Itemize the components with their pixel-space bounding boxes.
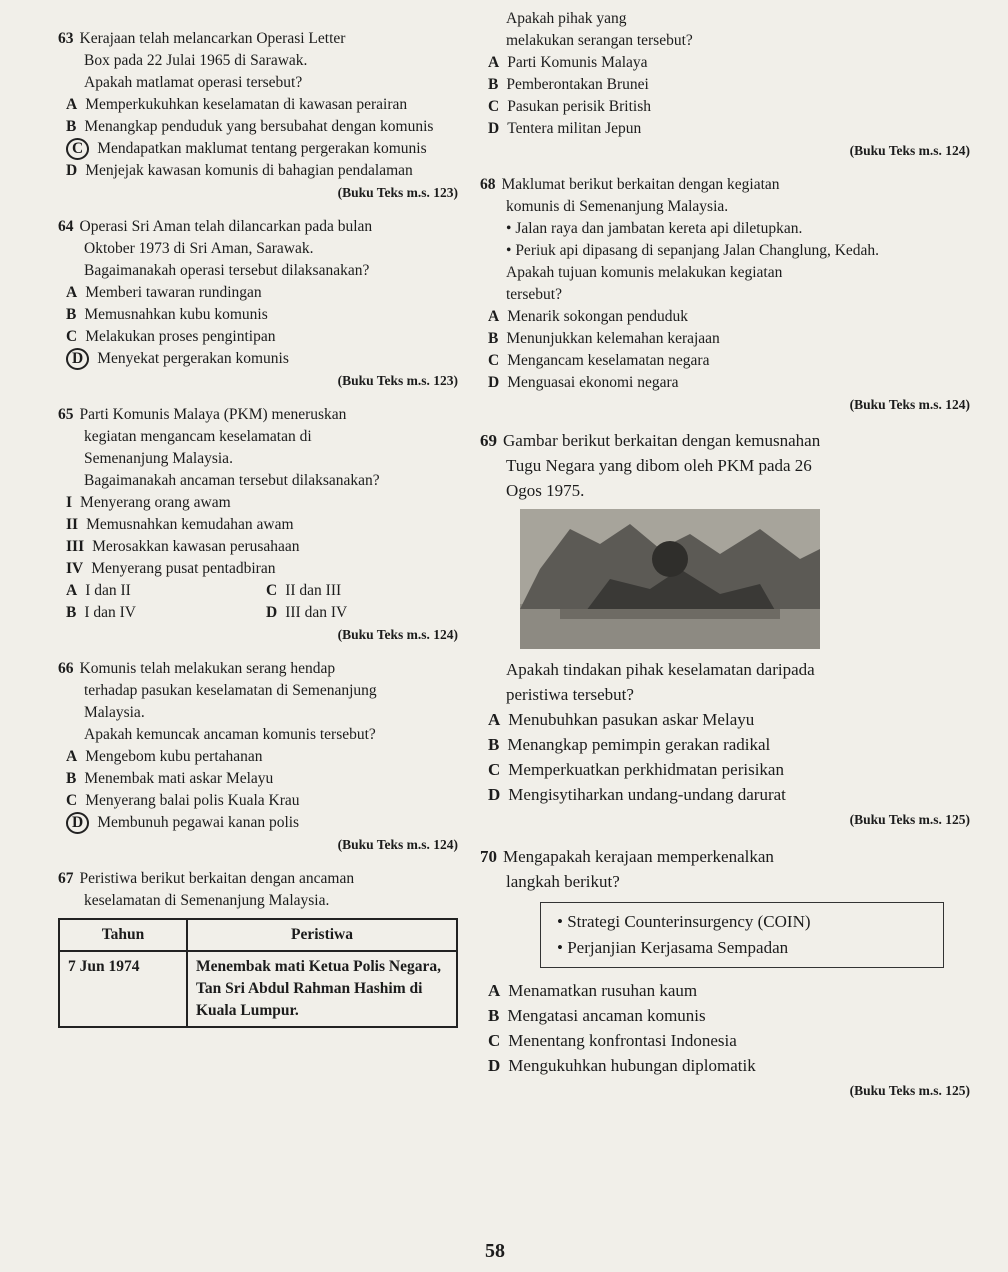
statement-ii: II Memusnahkan kemudahan awam: [66, 516, 294, 533]
question-stem: peristiwa tersebut?: [506, 685, 634, 704]
statement-iii: III Merosakkan kawasan perusahaan: [66, 538, 300, 555]
option-a[interactable]: A Memberi tawaran rundingan: [66, 284, 262, 301]
option-a[interactable]: A Menamatkan rusuhan kaum: [488, 981, 698, 1000]
option-d[interactable]: D Tentera militan Jepun: [488, 120, 642, 137]
option-d[interactable]: D Menjejak kawasan komunis di bahagian pendalaman: [66, 162, 413, 179]
question-66: [58, 658, 458, 856]
bullet-item: • Jalan raya dan jambatan kereta api diletupkan.: [506, 220, 803, 237]
circled-answer: D: [66, 348, 89, 370]
circled-answer: C: [66, 138, 89, 160]
question-stem: Kerajaan telah melancarkan Operasi Letter: [79, 30, 346, 47]
question-stem: Gambar berikut berkaitan dengan kemusnahan: [503, 431, 821, 450]
page-number: 58: [485, 1240, 505, 1262]
textbook-reference: (Buku Teks m.s. 124): [849, 397, 970, 412]
question-67: [58, 868, 458, 1028]
table-row: [59, 951, 457, 1027]
question-stem: komunis di Semenanjung Malaysia.: [506, 198, 729, 215]
question-stem: Apakah kemuncak ancaman komunis tersebut?: [84, 726, 376, 743]
option-a[interactable]: A Menubuhkan pasukan askar Melayu: [488, 710, 755, 729]
option-b[interactable]: B Mengatasi ancaman komunis: [488, 1006, 706, 1025]
question-stem: Malaysia.: [84, 704, 145, 721]
question-stem: terhadap pasukan keselamatan di Semenanjung: [84, 682, 377, 699]
bullet-item: • Strategi Counterinsurgency (COIN): [557, 912, 811, 931]
bullet-item: • Perjanjian Kerjasama Sempadan: [557, 938, 789, 957]
question-number: 70: [480, 847, 497, 866]
option-b[interactable]: B Memusnahkan kubu komunis: [66, 306, 268, 323]
option-a[interactable]: A Memperkukuhkan keselamatan di kawasan perairan: [66, 96, 408, 113]
textbook-reference: (Buku Teks m.s. 125): [849, 1083, 970, 1098]
question-62-continued: [480, 8, 970, 162]
question-stem: Oktober 1973 di Sri Aman, Sarawak.: [84, 240, 314, 257]
question-number: 67: [58, 870, 74, 887]
question-number: 69: [480, 431, 497, 450]
question-stem: Operasi Sri Aman telah dilancarkan pada bulan: [79, 218, 373, 235]
question-stem: kegiatan mengancam keselamatan di: [84, 428, 312, 445]
question-65: [58, 404, 458, 646]
left-column: [58, 28, 458, 1040]
textbook-reference: (Buku Teks m.s. 124): [849, 143, 970, 158]
option-d[interactable]: D III dan IV: [266, 604, 348, 621]
option-c[interactable]: C Pasukan perisik British: [488, 98, 652, 115]
option-d[interactable]: D Mengisytiharkan undang-undang darurat: [488, 785, 786, 804]
question-68: [480, 174, 970, 416]
question-number: 66: [58, 660, 74, 677]
question-69: [480, 428, 970, 832]
question-stem: Ogos 1975.: [506, 481, 585, 500]
circled-answer: D: [66, 812, 89, 834]
question-stem: tersebut?: [506, 286, 562, 303]
option-b[interactable]: B I dan IV: [66, 604, 136, 621]
option-b[interactable]: B Menunjukkan kelemahan kerajaan: [488, 330, 720, 347]
option-b[interactable]: B Menangkap penduduk yang bersubahat dengan komunis: [66, 118, 434, 135]
question-stem: melakukan serangan tersebut?: [506, 32, 693, 49]
textbook-reference: (Buku Teks m.s. 125): [849, 812, 970, 827]
question-stem: Apakah tindakan pihak keselamatan daripada: [506, 660, 815, 679]
question-stem: Apakah pihak yang: [506, 10, 627, 27]
textbook-reference: (Buku Teks m.s. 123): [337, 185, 458, 200]
question-number: 64: [58, 218, 74, 235]
question-stem: Peristiwa berikut berkaitan dengan ancaman: [79, 870, 355, 887]
option-c[interactable]: C Melakukan proses pengintipan: [66, 328, 276, 345]
question-number: 63: [58, 30, 74, 47]
question-70: [480, 844, 970, 1103]
question-stem: Tugu Negara yang dibom oleh PKM pada 26: [506, 456, 812, 475]
option-a[interactable]: A Parti Komunis Malaya: [488, 54, 648, 71]
option-c[interactable]: C Menyerang balai polis Kuala Krau: [66, 792, 300, 809]
question-stem: Maklumat berikut berkaitan dengan kegiatan: [501, 176, 780, 193]
table-header-event: Peristiwa: [187, 919, 457, 951]
option-b[interactable]: B Pemberontakan Brunei: [488, 76, 649, 93]
question-number: 68: [480, 176, 496, 193]
option-a[interactable]: A Menarik sokongan penduduk: [488, 308, 689, 325]
option-c[interactable]: C Memperkuatkan perkhidmatan perisikan: [488, 760, 784, 779]
bullet-item: • Periuk api dipasang di sepanjang Jalan Changlung, Kedah.: [506, 242, 880, 259]
question-stem: Apakah matlamat operasi tersebut?: [84, 74, 303, 91]
question-stem: Box pada 22 Julai 1965 di Sarawak.: [84, 52, 308, 69]
option-d[interactable]: D Membunuh pegawai kanan polis: [58, 812, 458, 834]
table-cell-event: Menembak mati Ketua Polis Negara, Tan Sri Abdul Rahman Hashim di Kuala Lumpur.: [187, 951, 457, 1027]
table-header-year: Tahun: [59, 919, 187, 951]
option-d[interactable]: D Mengukuhkan hubungan diplomatik: [488, 1056, 756, 1075]
option-b[interactable]: B Menembak mati askar Melayu: [66, 770, 274, 787]
question-number: 65: [58, 406, 74, 423]
option-b[interactable]: B Menangkap pemimpin gerakan radikal: [488, 735, 771, 754]
textbook-reference: (Buku Teks m.s. 123): [337, 373, 458, 388]
tugu-negara-photo: [520, 509, 820, 649]
photo-illustration: [520, 509, 820, 649]
question-stem: Komunis telah melakukan serang hendap: [79, 660, 336, 677]
statement-iv: IV Menyerang pusat pentadbiran: [66, 560, 276, 577]
option-c[interactable]: C II dan III: [266, 582, 342, 599]
option-c[interactable]: C Mengancam keselamatan negara: [488, 352, 710, 369]
events-table: [58, 918, 458, 1028]
table-cell-year: 7 Jun 1974: [59, 951, 187, 1027]
question-stem: langkah berikut?: [506, 872, 620, 891]
option-d[interactable]: D Menyekat pergerakan komunis: [58, 348, 458, 370]
option-a[interactable]: A I dan II: [66, 582, 131, 599]
question-stem: Semenanjung Malaysia.: [84, 450, 233, 467]
measures-box: [540, 902, 944, 968]
question-stem: Bagaimanakah operasi tersebut dilaksanakan?: [84, 262, 370, 279]
textbook-reference: (Buku Teks m.s. 124): [337, 627, 458, 642]
textbook-reference: (Buku Teks m.s. 124): [337, 837, 458, 852]
option-d[interactable]: D Menguasai ekonomi negara: [488, 374, 679, 391]
option-a[interactable]: A Mengebom kubu pertahanan: [66, 748, 263, 765]
question-stem: Mengapakah kerajaan memperkenalkan: [503, 847, 774, 866]
statement-i: I Menyerang orang awam: [66, 494, 231, 511]
question-stem: Apakah tujuan komunis melakukan kegiatan: [506, 264, 783, 281]
question-64: [58, 216, 458, 392]
option-c[interactable]: C Mendapatkan maklumat tentang pergerakan komunis: [58, 138, 458, 160]
question-stem: keselamatan di Semenanjung Malaysia.: [84, 892, 330, 909]
question-stem: Parti Komunis Malaya (PKM) meneruskan: [79, 406, 347, 423]
question-63: [58, 28, 458, 204]
option-c[interactable]: C Menentang konfrontasi Indonesia: [488, 1031, 737, 1050]
right-column: [480, 8, 970, 1115]
question-stem: Bagaimanakah ancaman tersebut dilaksanakan?: [84, 472, 380, 489]
